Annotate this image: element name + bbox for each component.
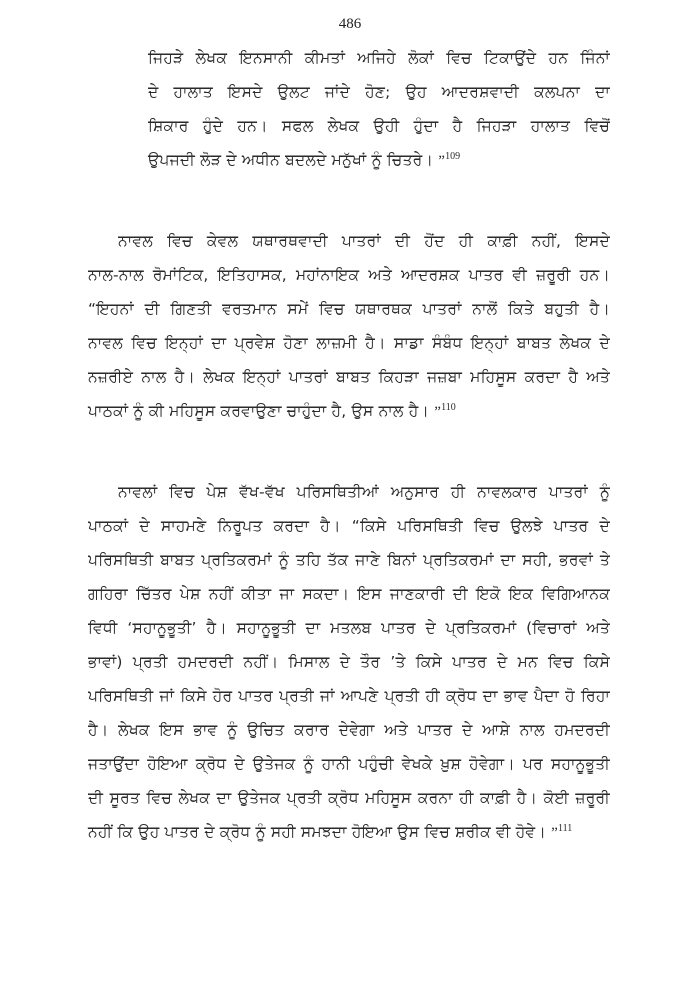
quote-line-text: ਉਪਜਦੀ ਲੋੜ ਦੇ ਅਧੀਨ ਬਦਲਦੇ ਮਨੁੱਖਾਂ ਨੂੰ ਚਿਤਰੇ। (148, 151, 434, 169)
paragraph-line: ਨਾਲ-ਨਾਲ ਰੋਮਾਂਟਿਕ, ਇਤਿਹਾਸਕ, ਮਹਾਂਨਾਇਕ ਅਤੇ ਆਦਰਸ਼ਕ ਪਾਤਰ ਵੀ ਜ਼ਰੂਰੀ ਹਨ। (88, 266, 610, 284)
paragraph-line: ਦੀ ਸੂਰਤ ਵਿਚ ਲੇਖਕ ਦਾ ਉਤੇਜਕ ਪ੍ਰਤੀ ਕ੍ਰੋਧ ਮਹਿਸੂਸ ਕਰਨਾ ਹੀ ਕਾਫ਼ੀ ਹੈ। ਕੋਈ ਜ਼ਰੂਰੀ (88, 789, 610, 807)
quote-line-last (148, 150, 460, 171)
closing-quote-mark: ” (434, 404, 442, 420)
paragraph-line: ਨਜ਼ਰੀਏ ਨਾਲ ਹੈ। ਲੇਖਕ ਇਨ੍ਹਾਂ ਪਾਤਰਾਂ ਬਾਬਤ ਕਿਹੜਾ ਜਜ਼ਬਾ ਮਹਿਸੂਸ ਕਰਦਾ ਹੈ ਅਤੇ (88, 368, 610, 386)
paragraph-line: ਪਾਠਕਾਂ ਦੇ ਸਾਹਮਣੇ ਨਿਰੂਪਤ ਕਰਦਾ ਹੈ। “ਕਿਸੇ ਪਰਿਸਥਿਤੀ ਵਿਚ ਉਲਝੇ ਪਾਤਰ ਦੇ (88, 517, 610, 535)
paragraph-line-last (88, 401, 456, 422)
quote-line: ਦੇ ਹਾਲਾਤ ਇਸਦੇ ਉਲਟ ਜਾਂਦੇ ਹੋਣ; ਉਹ ਆਦਰਸ਼ਵਾਦੀ ਕਲਪਨਾ ਦਾ (148, 83, 610, 101)
paragraph-line: ਨਾਵਲਾਂ ਵਿਚ ਪੇਸ਼ ਵੱਖ-ਵੱਖ ਪਰਿਸਥਿਤੀਆਂ ਅਨੁਸਾਰ ਹੀ ਨਾਵਲਕਾਰ ਪਾਤਰਾਂ ਨੂੰ (118, 483, 610, 501)
closing-quote-mark: ” (438, 153, 446, 169)
closing-quote-mark: ” (551, 825, 558, 841)
paragraph-line-text: ਨਹੀਂ ਕਿ ਉਹ ਪਾਤਰ ਦੇ ਕ੍ਰੋਧ ਨੂੰ ਸਹੀ ਸਮਝਦਾ ਹੋਇਆ ਉਸ ਵਿਚ ਸ਼ਰੀਕ ਵੀ ਹੋਵੇ। (88, 823, 546, 841)
footnote-ref: 110 (441, 401, 456, 413)
footnote-ref: 109 (445, 150, 461, 162)
paragraph-line: ਵਿਧੀ ‘ਸਹਾਨੂਭੂਤੀ’ ਹੈ। ਸਹਾਨੂਭੂਤੀ ਦਾ ਮਤਲਬ ਪਾਤਰ ਦੇ ਪ੍ਰਤਿਕਰਮਾਂ (ਵਿਚਾਰਾਂ ਅਤੇ (88, 619, 610, 637)
paragraph-line-text: ਪਾਠਕਾਂ ਨੂੰ ਕੀ ਮਹਿਸੂਸ ਕਰਵਾਉਣਾ ਚਾਹੁੰਦਾ ਹੈ, ਉਸ ਨਾਲ ਹੈ। (88, 402, 430, 420)
footnote-ref: 111 (557, 822, 573, 834)
paragraph-line: ਹੈ। ਲੇਖਕ ਇਸ ਭਾਵ ਨੂੰ ਉਚਿਤ ਕਰਾਰ ਦੇਵੇਗਾ ਅਤੇ ਪਾਤਰ ਦੇ ਆਸ਼ੇ ਨਾਲ ਹਮਦਰਦੀ (88, 721, 610, 739)
paragraph-line: ਗਹਿਰਾ ਚਿੱਤਰ ਪੇਸ਼ ਨਹੀਂ ਕੀਤਾ ਜਾ ਸਕਦਾ। ਇਸ ਜਾਣਕਾਰੀ ਦੀ ਇਕੋ ਇਕ ਵਿਗਿਆਨਕ (88, 585, 610, 603)
paragraph-line: ਪਰਿਸਥਿਤੀ ਜਾਂ ਕਿਸੇ ਹੋਰ ਪਾਤਰ ਪ੍ਰਤੀ ਜਾਂ ਆਪਣੇ ਪ੍ਰਤੀ ਹੀ ਕ੍ਰੋਧ ਦਾ ਭਾਵ ਪੈਦਾ ਹੋ ਰਿਹਾ (88, 687, 610, 705)
paragraph-line: ਨਾਵਲ ਵਿਚ ਇਨ੍ਹਾਂ ਦਾ ਪ੍ਰਵੇਸ਼ ਹੋਣਾ ਲਾਜ਼ਮੀ ਹੈ। ਸਾਡਾ ਸੰਬੰਧ ਇਨ੍ਹਾਂ ਬਾਬਤ ਲੇਖਕ ਦੇ (88, 334, 610, 352)
paragraph-line-last (88, 822, 572, 843)
page-number: 486 (338, 16, 362, 32)
paragraph-line: ਭਾਵਾਂ) ਪ੍ਰਤੀ ਹਮਦਰਦੀ ਨਹੀਂ। ਮਿਸਾਲ ਦੇ ਤੌਰ ’ਤੇ ਕਿਸੇ ਪਾਤਰ ਦੇ ਮਨ ਵਿਚ ਕਿਸੇ (88, 653, 610, 671)
paragraph-line: “ਇਹਨਾਂ ਦੀ ਗਿਣਤੀ ਵਰਤਮਾਨ ਸਮੇਂ ਵਿਚ ਯਥਾਰਥਕ ਪਾਤਰਾਂ ਨਾਲੋਂ ਕਿਤੇ ਬਹੁਤੀ ਹੈ। (88, 300, 610, 318)
quote-line: ਜਿਹੜੇ ਲੇਖਕ ਇਨਸਾਨੀ ਕੀਮਤਾਂ ਅਜਿਹੇ ਲੋਕਾਂ ਵਿਚ ਟਿਕਾਉਂਦੇ ਹਨ ਜਿੰਨਾਂ (148, 49, 610, 67)
paragraph-line: ਪਰਿਸਥਿਤੀ ਬਾਬਤ ਪ੍ਰਤਿਕਰਮਾਂ ਨੂੰ ਤਹਿ ਤੱਕ ਜਾਣੇ ਬਿਨਾਂ ਪ੍ਰਤਿਕਰਮਾਂ ਦਾ ਸਹੀ, ਭਰਵਾਂ ਤੇ (88, 551, 610, 569)
paragraph-line: ਨਾਵਲ ਵਿਚ ਕੇਵਲ ਯਥਾਰਥਵਾਦੀ ਪਾਤਰਾਂ ਦੀ ਹੋਂਦ ਹੀ ਕਾਫ਼ੀ ਨਹੀਂ, ਇਸਦੇ (118, 232, 610, 250)
paragraph-line: ਜਤਾਉਂਦਾ ਹੋਇਆ ਕ੍ਰੋਧ ਦੇ ਉਤੇਜਕ ਨੂੰ ਹਾਨੀ ਪਹੁੰਚੀ ਵੇਖਕੇ ਖ਼ੁਸ਼ ਹੋਵੇਗਾ। ਪਰ ਸਹਾਨੂਭੂਤੀ (88, 755, 610, 773)
quote-line: ਸ਼ਿਕਾਰ ਹੁੰਦੇ ਹਨ। ਸਫਲ ਲੇਖਕ ਉਹੀ ਹੁੰਦਾ ਹੈ ਜਿਹੜਾ ਹਾਲਾਤ ਵਿਚੋਂ (148, 117, 610, 135)
